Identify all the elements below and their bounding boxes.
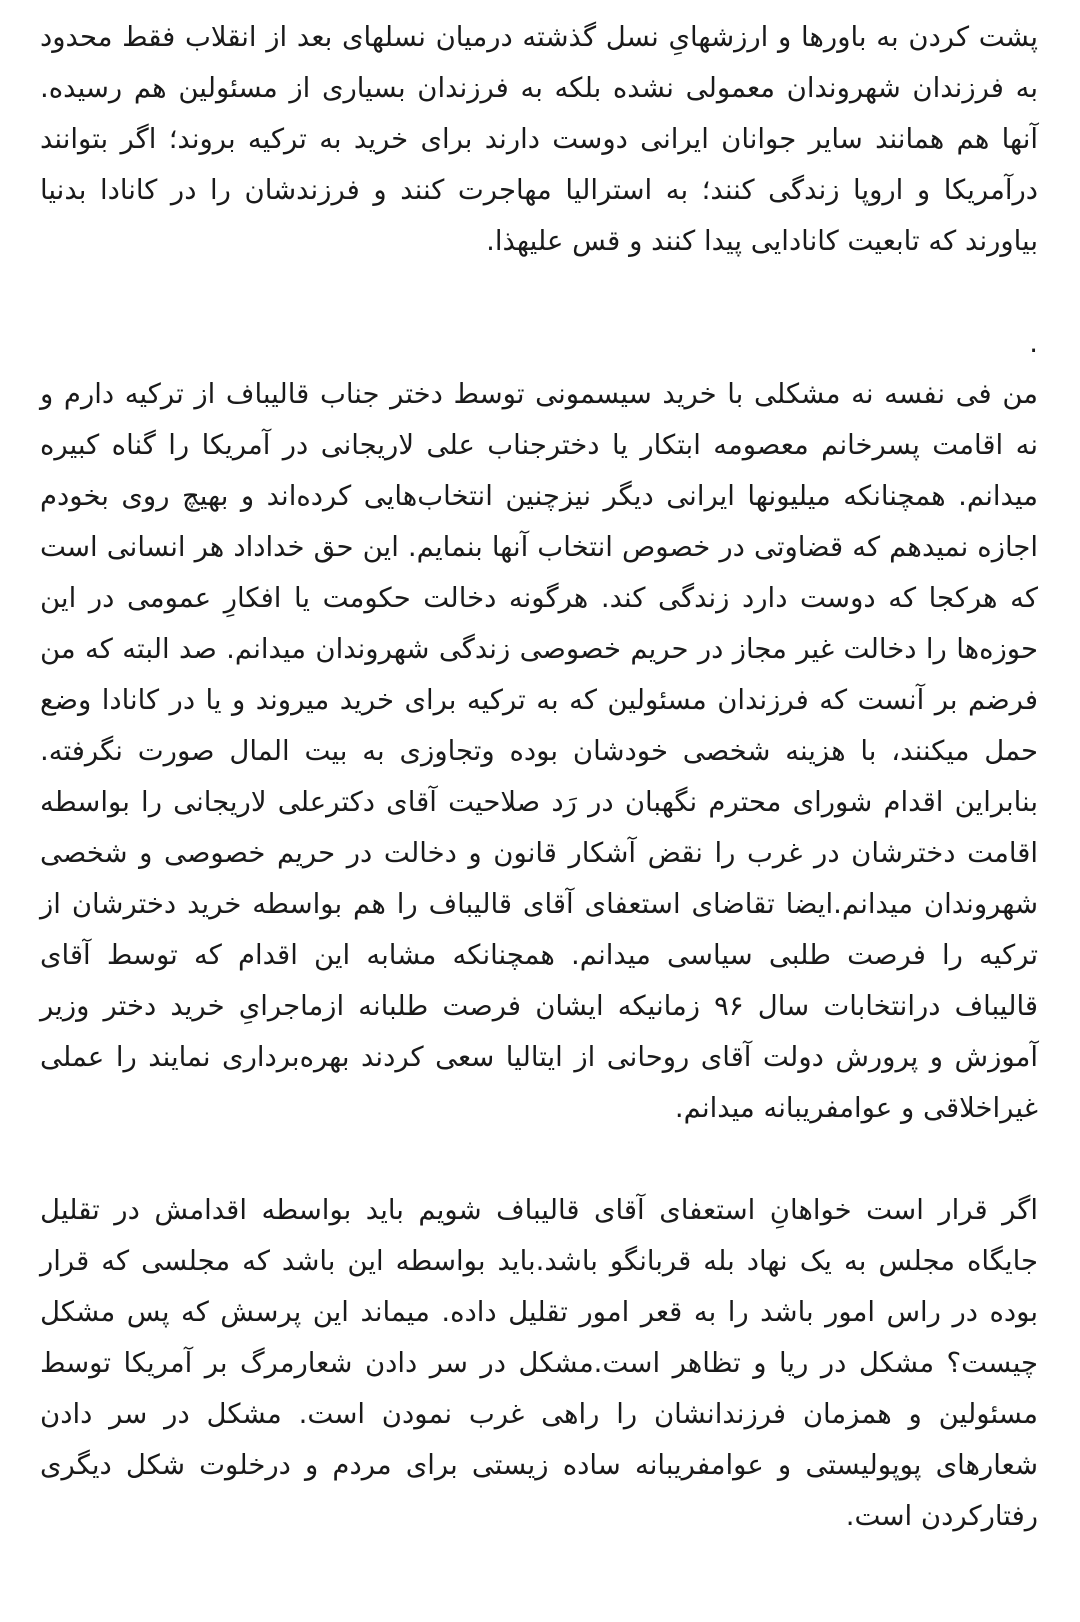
- paragraph-3: اگر قرار است خواهانِ استعفای آقای قالیباف شویم باید بواسطه اقدامش در تقلیل جایگاه مجلس به یک نهاد بله قربانگو باشد.باید بواسطه این باشد که مجلسی که قرار بوده در راس امور باشد را به قعر امور تقلیل داده. میماند این پرسش که پس مشکل چیست؟ مشکل در ریا و تظاهر است.مشکل در سر دادن شعارمرگ بر آمریکا توسط مسئولین و همزمان فرزندانشان را راهی غرب نمودن است. مشکل در سر دادن شعارهای پوپولیستی و عوامفریبانه ساده زیستی برای مردم و درخلوت شکل دیگری رفتارکردن است.: [40, 1194, 1038, 1532]
- separator-dot: .: [1029, 327, 1038, 359]
- article-body: [40, 12, 1038, 1542]
- paragraph-2: من فی نفسه نه مشکلی با خرید سیسمونی توسط دختر جناب قالیباف از ترکیه دارم و نه اقامت پسرخانم معصومه ابتکار یا دخترجناب علی لاریجانی در آمریکا را گناه کبیره میدانم. همچنانکه میلیونها ایرانی دیگر نیزچنین انتخاب‌هایی کرده‌اند و بهیچ روی بخودم اجازه نمیدهم که قضاوتی در خصوص انتخاب آنها بنمایم. این حق خداداد هر انسانی است که هرکجا که دوست دارد زندگی کند. هرگونه دخالت حکومت یا افکارِ عمومی در این حوزه‌ها را دخالت غیر مجاز در حریم خصوصی زندگی شهروندان میدانم. صد البته که من فرضم بر آنست که فرزندان مسئولین که به ترکیه برای خرید میروند و یا در کانادا وضع حمل میکنند، با هزینه شخصی خودشان بوده وتجاوزی به بیت المال صورت نگرفته. بنابراین اقدام شورای محترم نگهبان در رَد صلاحیت آقای دکترعلی لاریجانی را بواسطه اقامت دخترشان در غرب را نقض آشکار قانون و دخالت در حریم خصوصی و شخصی شهروندان میدانم.ایضا تقاضای استعفای آقای قالیباف را هم بواسطه خرید دخترشان از ترکیه را فرصت طلبی سیاسی میدانم. همچنانکه مشابه این اقدام که توسط آقای قالیباف درانتخابات سال ۹۶ زمانیکه ایشان فرصت طلبانه ازماجرایِ خرید دختر وزیر آموزش و پرورش دولت آقای روحانی از ایتالیا سعی کردند بهره‌برداری نمایند را عملی غیراخلاقی و عوامفریبانه میدانم.: [40, 378, 1038, 1124]
- paragraph-spacer: [40, 1134, 1038, 1185]
- paragraph-1: پشت کردن به باورها و ارزشهایِ نسل گذشته درمیان نسلهای بعد از انقلاب فقط محدود به فرزندان شهروندان معمولی نشده بلکه به فرزندان بسیاری از مسئولین هم رسیده. آنها هم همانند سایر جوانان ایرانی دوست دارند برای خرید به ترکیه بروند؛ اگر بتوانند درآمریکا و اروپا زندگی کنند؛ به استرالیا مهاجرت کنند و فرزندشان را در کانادا بدنیا بیاورند که تابعیت کانادایی پیدا کنند و قس علیهذا.: [40, 21, 1038, 257]
- paragraph-spacer: [40, 267, 1038, 318]
